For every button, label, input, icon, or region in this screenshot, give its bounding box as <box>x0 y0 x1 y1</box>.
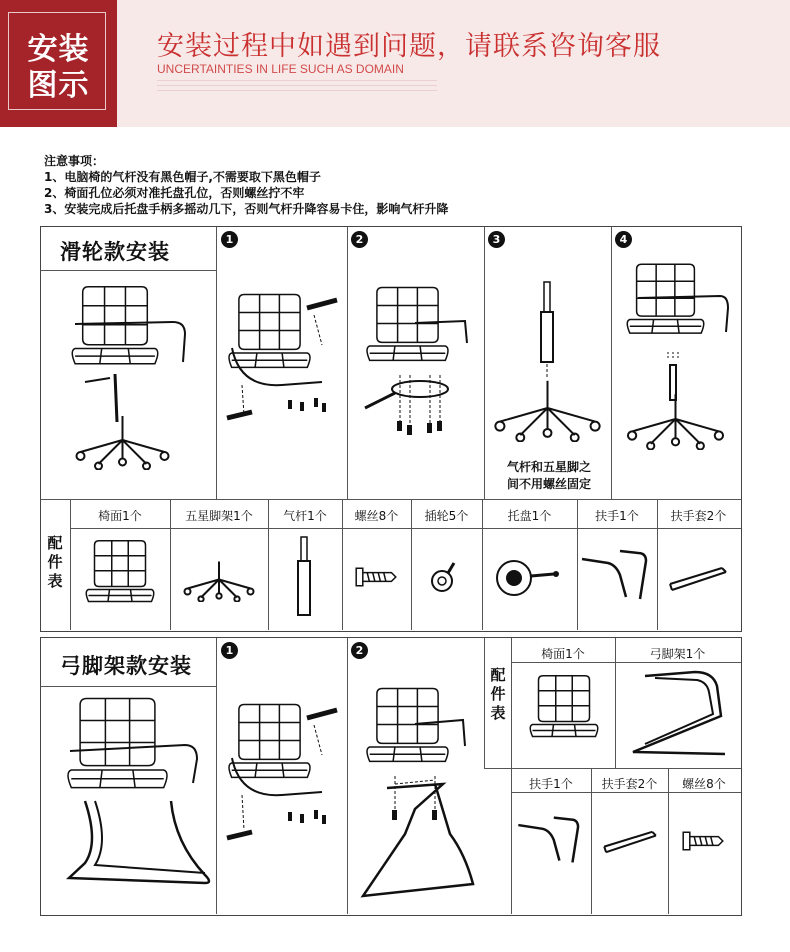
badge-line1: 安装 <box>27 32 90 67</box>
step3-illustration <box>490 282 605 447</box>
part-label: 五星脚架1个 <box>185 509 253 523</box>
note-item: 3、安装完成后托盘手柄多摇动几下，否则气杆升降容易卡住，影响气杆升降 <box>44 202 449 216</box>
section1-title: 滑轮款安装 <box>60 240 170 264</box>
divider <box>511 662 741 663</box>
part-label: 弓脚架1个 <box>649 647 706 661</box>
note-item: 1、电脑椅的气杆没有黑色帽子,不需要取下黑色帽子 <box>44 170 321 184</box>
divider <box>347 227 348 499</box>
divider <box>611 227 612 499</box>
step2-illustration <box>355 283 480 443</box>
armrest-part-image <box>580 545 654 605</box>
step4-illustration <box>618 260 738 450</box>
step3-note-line: 气杆和五星脚之 <box>506 460 591 474</box>
divider <box>484 638 485 768</box>
part-label: 扶手1个 <box>529 777 573 791</box>
section2-title: 弓脚架款安装 <box>60 654 192 678</box>
step-number: 4 <box>615 231 632 248</box>
arm-sleeve-part-image <box>602 830 660 854</box>
divider <box>484 768 741 769</box>
step-number: 1 <box>221 231 238 248</box>
notes-block <box>44 153 448 217</box>
star-base-part-image <box>175 557 263 602</box>
part-label: 托盘1个 <box>507 509 552 523</box>
parts-list-label: 配件表 <box>47 534 63 590</box>
note-item: 2、椅面孔位必须对准托盘孔位，否则螺丝拧不牢 <box>44 186 305 200</box>
divider <box>511 792 741 793</box>
step-number: 1 <box>221 642 238 659</box>
decorative-lines <box>157 80 437 95</box>
divider <box>216 227 217 499</box>
divider <box>40 499 741 500</box>
step3-note-line: 间不用螺丝固定 <box>506 477 591 491</box>
divider <box>347 638 348 914</box>
gas-lift-part-image <box>294 537 314 617</box>
badge-line2: 图示 <box>27 68 90 103</box>
divider <box>40 270 216 271</box>
badge <box>0 0 117 127</box>
part-label: 椅面1个 <box>98 509 142 523</box>
sled-chair-illustration <box>55 693 210 903</box>
tray-part-image <box>494 556 564 600</box>
seat-part-image <box>76 537 164 617</box>
parts-list-label: 配件表 <box>490 666 506 722</box>
swivel-chair-illustration <box>55 282 205 472</box>
divider <box>40 686 216 687</box>
step3-note <box>489 459 609 493</box>
banner-subtitle: UNCERTAINTIES IN LIFE SUCH AS DOMAIN <box>157 62 404 76</box>
step-number: 2 <box>351 642 368 659</box>
step2-sled-illustration <box>355 684 480 909</box>
part-label: 扶手1个 <box>595 509 639 523</box>
step1-sled-illustration <box>222 700 342 845</box>
step1-illustration <box>222 290 342 435</box>
part-label: 扶手套2个 <box>670 509 727 523</box>
part-label: 插轮5个 <box>424 509 469 523</box>
sled-base-part-image <box>625 668 735 760</box>
screw-part-image <box>681 830 725 852</box>
divider <box>216 638 217 914</box>
arm-sleeve-part-image <box>668 566 730 592</box>
part-label: 扶手套2个 <box>601 777 658 791</box>
banner-title: 安装过程中如遇到问题，请联系咨询客服 <box>157 31 661 62</box>
divider <box>484 227 485 499</box>
screw-part-image <box>354 566 398 588</box>
caster-part-image <box>428 561 464 593</box>
part-label: 气杆1个 <box>283 509 327 523</box>
step-number: 3 <box>488 231 505 248</box>
part-label: 螺丝8个 <box>354 509 399 523</box>
part-label: 椅面1个 <box>541 647 585 661</box>
seat-part-image <box>520 672 608 752</box>
header-banner <box>0 0 790 127</box>
armrest-part-image <box>515 812 587 868</box>
notes-heading: 注意事项： <box>44 154 105 168</box>
step-number: 2 <box>351 231 368 248</box>
part-label: 螺丝8个 <box>682 777 726 791</box>
